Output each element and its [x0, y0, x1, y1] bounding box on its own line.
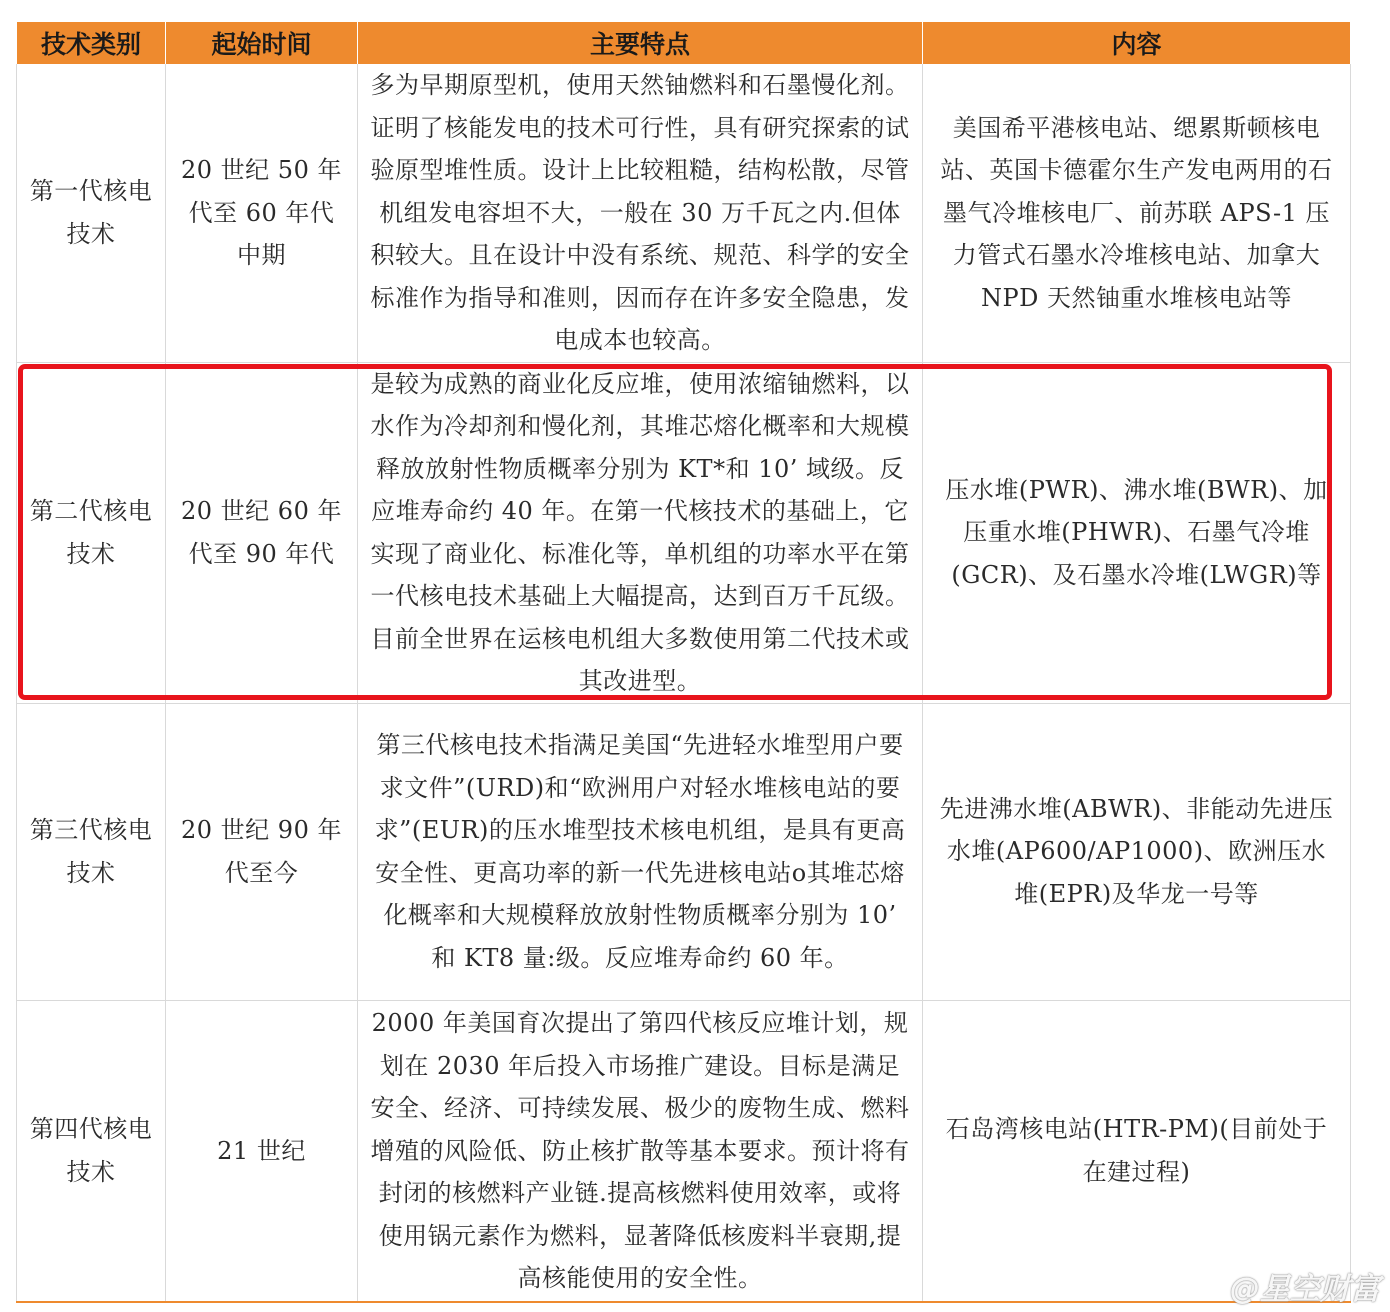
header-category: 技术类别 — [17, 22, 166, 64]
cell-content: 压水堆(PWR)、沸水堆(BWR)、加压重水堆(PHWR)、石墨气冷堆(GCR)、及石墨水冷堆(LWGR)等 — [923, 362, 1351, 703]
cell-features: 第三代核电技术指满足美国“先进轻水堆型用户要求文件”(URD)和“欧洲用户对轻水堆核电站的要求”(EUR)的压水堆型技术核电机组，是具有更高安全性、更高功率的新一代先进核电站o其堆芯熔化概率和大规模释放放射性物质概率分别为 10’ 和 KT8 量:级。反应堆寿命约 60 年。 — [358, 703, 923, 1000]
table-row — [17, 703, 1351, 1000]
table-row — [17, 64, 1351, 362]
cell-category: 第三代核电技术 — [17, 703, 166, 1000]
cell-category: 第一代核电技术 — [17, 64, 166, 362]
cell-content: 石岛湾核电站(HTR-PM)(目前处于在建过程) — [923, 1000, 1351, 1302]
cell-period: 20 世纪 90 年代至今 — [166, 703, 358, 1000]
cell-category: 第二代核电技术 — [17, 362, 166, 703]
table-header-row — [17, 22, 1351, 64]
watermark: @星空财富 — [1230, 1272, 1380, 1307]
cell-features: 是较为成熟的商业化反应堆，使用浓缩铀燃料，以水作为冷却剂和慢化剂，其堆芯熔化概率和大规模释放放射性物质概率分别为 KT*和 10’ 域级。反应堆寿命约 40 年。在第一代核技术的基础上，它实现了商业化、标准化等，单机组的功率水平在第一代核电技术基础上大幅提高，达到百万千瓦级。目前全世界在运核电机组大多数使用第二代技术或其改进型。 — [358, 362, 923, 703]
cell-period: 21 世纪 — [166, 1000, 358, 1302]
cell-features: 多为早期原型机，使用天然铀燃料和石墨慢化剂。证明了核能发电的技术可行性，具有研究探索的试验原型堆性质。设计上比较粗糙，结构松散，尽管机组发电容坦不大，一般在 30 万千瓦之内.但体积较大。且在设计中没有系统、规范、科学的安全标准作为指导和准则，因而存在许多安全隐患，发电成本也较高。 — [358, 64, 923, 362]
table-row — [17, 1000, 1351, 1302]
table-row — [17, 362, 1351, 703]
header-period: 起始时间 — [166, 22, 358, 64]
cropped-caption — [0, 0, 1390, 22]
cell-period: 20 世纪 60 年代至 90 年代 — [166, 362, 358, 703]
cell-content: 美国希平港核电站、缌累斯顿核电站、英国卡德霍尔生产发电两用的石墨气冷堆核电厂、前苏联 APS-1 压力管式石墨水冷堆核电站、加拿大 NPD 天然铀重水堆核电站等 — [923, 64, 1351, 362]
cell-content: 先进沸水堆(ABWR)、非能动先进压水堆(AP600/AP1000)、欧洲压水堆(EPR)及华龙一号等 — [923, 703, 1351, 1000]
cell-features: 2000 年美国育次提出了第四代核反应堆计划，规划在 2030 年后投入市场推广建设。目标是满足安全、经济、可持续发展、极少的废物生成、燃料增殖的风险低、防止核扩散等基本要求。预计将有封闭的核燃料产业链.提高核燃料使用效率，或将使用锅元素作为燃料，显著降低核废料半衰期,提高核能使用的安全性。 — [358, 1000, 923, 1302]
nuclear-technology-table — [16, 22, 1351, 1303]
header-content: 内容 — [923, 22, 1351, 64]
cell-category: 第四代核电技术 — [17, 1000, 166, 1302]
cell-period: 20 世纪 50 年代至 60 年代中期 — [166, 64, 358, 362]
header-features: 主要特点 — [358, 22, 923, 64]
